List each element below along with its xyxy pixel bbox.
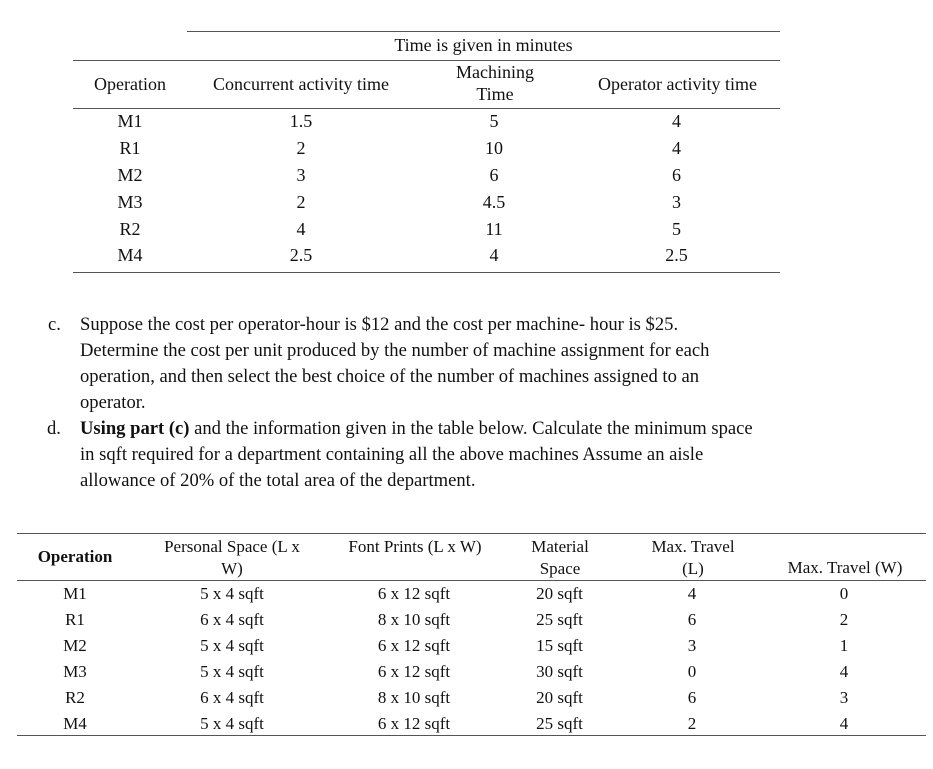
table2-bottom-rule xyxy=(17,735,926,736)
table-cell: 2 xyxy=(687,713,697,733)
table-cell: 4 xyxy=(687,583,697,603)
table-cell: 6 xyxy=(489,164,499,185)
table2-header-operation: Operation xyxy=(37,547,113,566)
question-d-bold: Using part (c) xyxy=(80,418,190,439)
table-cell: 5 xyxy=(489,111,499,132)
table-cell: 8 x 10 sqft xyxy=(377,687,451,707)
table-cell: 8 x 10 sqft xyxy=(377,609,451,629)
table-cell: 2.5 xyxy=(289,245,313,266)
table2-top-rule xyxy=(17,533,926,534)
table-cell: 5 x 4 sqft xyxy=(200,713,264,733)
table1-top-rule xyxy=(187,31,780,32)
question-d-line: in sqft required for a department containing all the above machines Assume an aisle xyxy=(80,444,704,465)
table-cell: 5 x 4 sqft xyxy=(200,583,264,603)
table-cell: 6 x 12 sqft xyxy=(377,583,451,603)
table-cell: R2 xyxy=(119,218,141,239)
table-cell: 2 xyxy=(839,609,849,629)
table2 xyxy=(17,580,926,736)
table-row xyxy=(17,632,926,658)
table-cell: 10 xyxy=(485,138,503,159)
table-cell: M1 xyxy=(63,583,87,603)
table-cell: 1 xyxy=(839,635,849,655)
table2-header-travel-l: Max. Travel (L) xyxy=(651,537,735,578)
table-cell: 4 xyxy=(839,661,849,681)
table-cell: R1 xyxy=(119,138,141,159)
table-cell: 5 x 4 sqft xyxy=(200,635,264,655)
table-cell: 2 xyxy=(296,191,306,212)
table1-header-concurrent: Concurrent activity time xyxy=(213,74,389,94)
table1-header-rule xyxy=(73,60,780,61)
table-cell: 11 xyxy=(485,218,503,239)
table-cell: 3 xyxy=(296,164,306,185)
table-cell: 3 xyxy=(839,687,849,707)
table-cell: 4.5 xyxy=(482,191,506,212)
table-cell: 20 sqft xyxy=(536,583,583,603)
table-cell: R2 xyxy=(65,687,85,707)
table-cell: 2 xyxy=(296,138,306,159)
table-cell: 3 xyxy=(672,191,681,212)
table-cell: 0 xyxy=(687,661,697,681)
table-row xyxy=(17,606,926,632)
question-c-label: c. xyxy=(48,314,61,335)
table-row xyxy=(73,135,780,162)
table-row xyxy=(73,162,780,189)
question-d-line: allowance of 20% of the total area of the department. xyxy=(80,470,476,491)
table-row xyxy=(17,580,926,606)
table-cell: 20 sqft xyxy=(536,687,583,707)
table-cell: 6 x 4 sqft xyxy=(200,687,264,707)
table-cell: 6 x 4 sqft xyxy=(200,609,264,629)
table-row xyxy=(17,710,926,736)
table-row xyxy=(17,684,926,710)
question-c-line: Determine the cost per unit produced by the number of machine assignment for each xyxy=(80,340,710,361)
question-c-text xyxy=(80,312,709,416)
table-cell: 5 x 4 sqft xyxy=(200,661,264,681)
table-cell: M2 xyxy=(63,635,87,655)
table2-header-material: Material Space xyxy=(531,537,589,578)
table-cell: 1.5 xyxy=(289,111,313,132)
table-cell: 6 x 12 sqft xyxy=(377,661,451,681)
table-cell: 15 sqft xyxy=(536,635,583,655)
table-cell: M1 xyxy=(117,111,143,132)
table-row xyxy=(73,108,780,135)
table-cell: 25 sqft xyxy=(536,713,583,733)
question-d-text xyxy=(80,416,753,494)
table-cell: 6 x 12 sqft xyxy=(377,713,451,733)
table-cell: 6 x 12 sqft xyxy=(377,635,451,655)
table-row xyxy=(73,242,780,269)
table2-header-footprints: Font Prints (L x W) xyxy=(348,537,482,556)
table-cell: M2 xyxy=(117,164,143,185)
question-c-line: operator. xyxy=(80,392,146,413)
table-cell: 5 xyxy=(672,218,681,239)
table-cell: 25 sqft xyxy=(536,609,583,629)
table-cell: 2.5 xyxy=(665,245,688,266)
table-cell: 3 xyxy=(687,635,697,655)
table2-header-personal: Personal Space (L x W) xyxy=(164,537,300,578)
table-cell: 30 sqft xyxy=(536,661,583,681)
table1-header-machining: Machining Time xyxy=(456,62,534,104)
table-cell: 6 xyxy=(687,687,697,707)
table-cell: M4 xyxy=(63,713,87,733)
question-d-line: and the information given in the table below. Calculate the minimum space xyxy=(189,418,753,439)
table1-header-operation: Operation xyxy=(94,74,166,94)
table-cell: 4 xyxy=(839,713,849,733)
table-cell: 4 xyxy=(672,138,681,159)
table-cell: 6 xyxy=(687,609,697,629)
question-c-line: operation, and then select the best choice of the number of machines assigned to an xyxy=(80,366,700,387)
table-row xyxy=(73,215,780,242)
table-cell: 4 xyxy=(672,111,681,132)
table-row xyxy=(17,658,926,684)
table-cell: 4 xyxy=(489,245,499,266)
table2-header-travel-w: Max. Travel (W) xyxy=(787,558,903,577)
table-cell: 0 xyxy=(839,583,849,603)
table-row xyxy=(73,188,780,215)
table-cell: 4 xyxy=(296,218,306,239)
table1-bottom-rule xyxy=(73,272,780,273)
question-c-line: Suppose the cost per operator-hour is $12 and the cost per machine- hour is $25. xyxy=(80,314,679,335)
table1-header-operator: Operator activity time xyxy=(598,74,757,94)
table-cell: M3 xyxy=(63,661,87,681)
table-cell: M3 xyxy=(117,191,143,212)
table-cell: R1 xyxy=(65,609,85,629)
table-cell: 6 xyxy=(672,164,681,185)
table1-group-header: Time is given in minutes xyxy=(394,35,573,55)
question-d-label: d. xyxy=(47,418,61,439)
table1 xyxy=(73,108,780,269)
table-cell: M4 xyxy=(117,245,143,266)
